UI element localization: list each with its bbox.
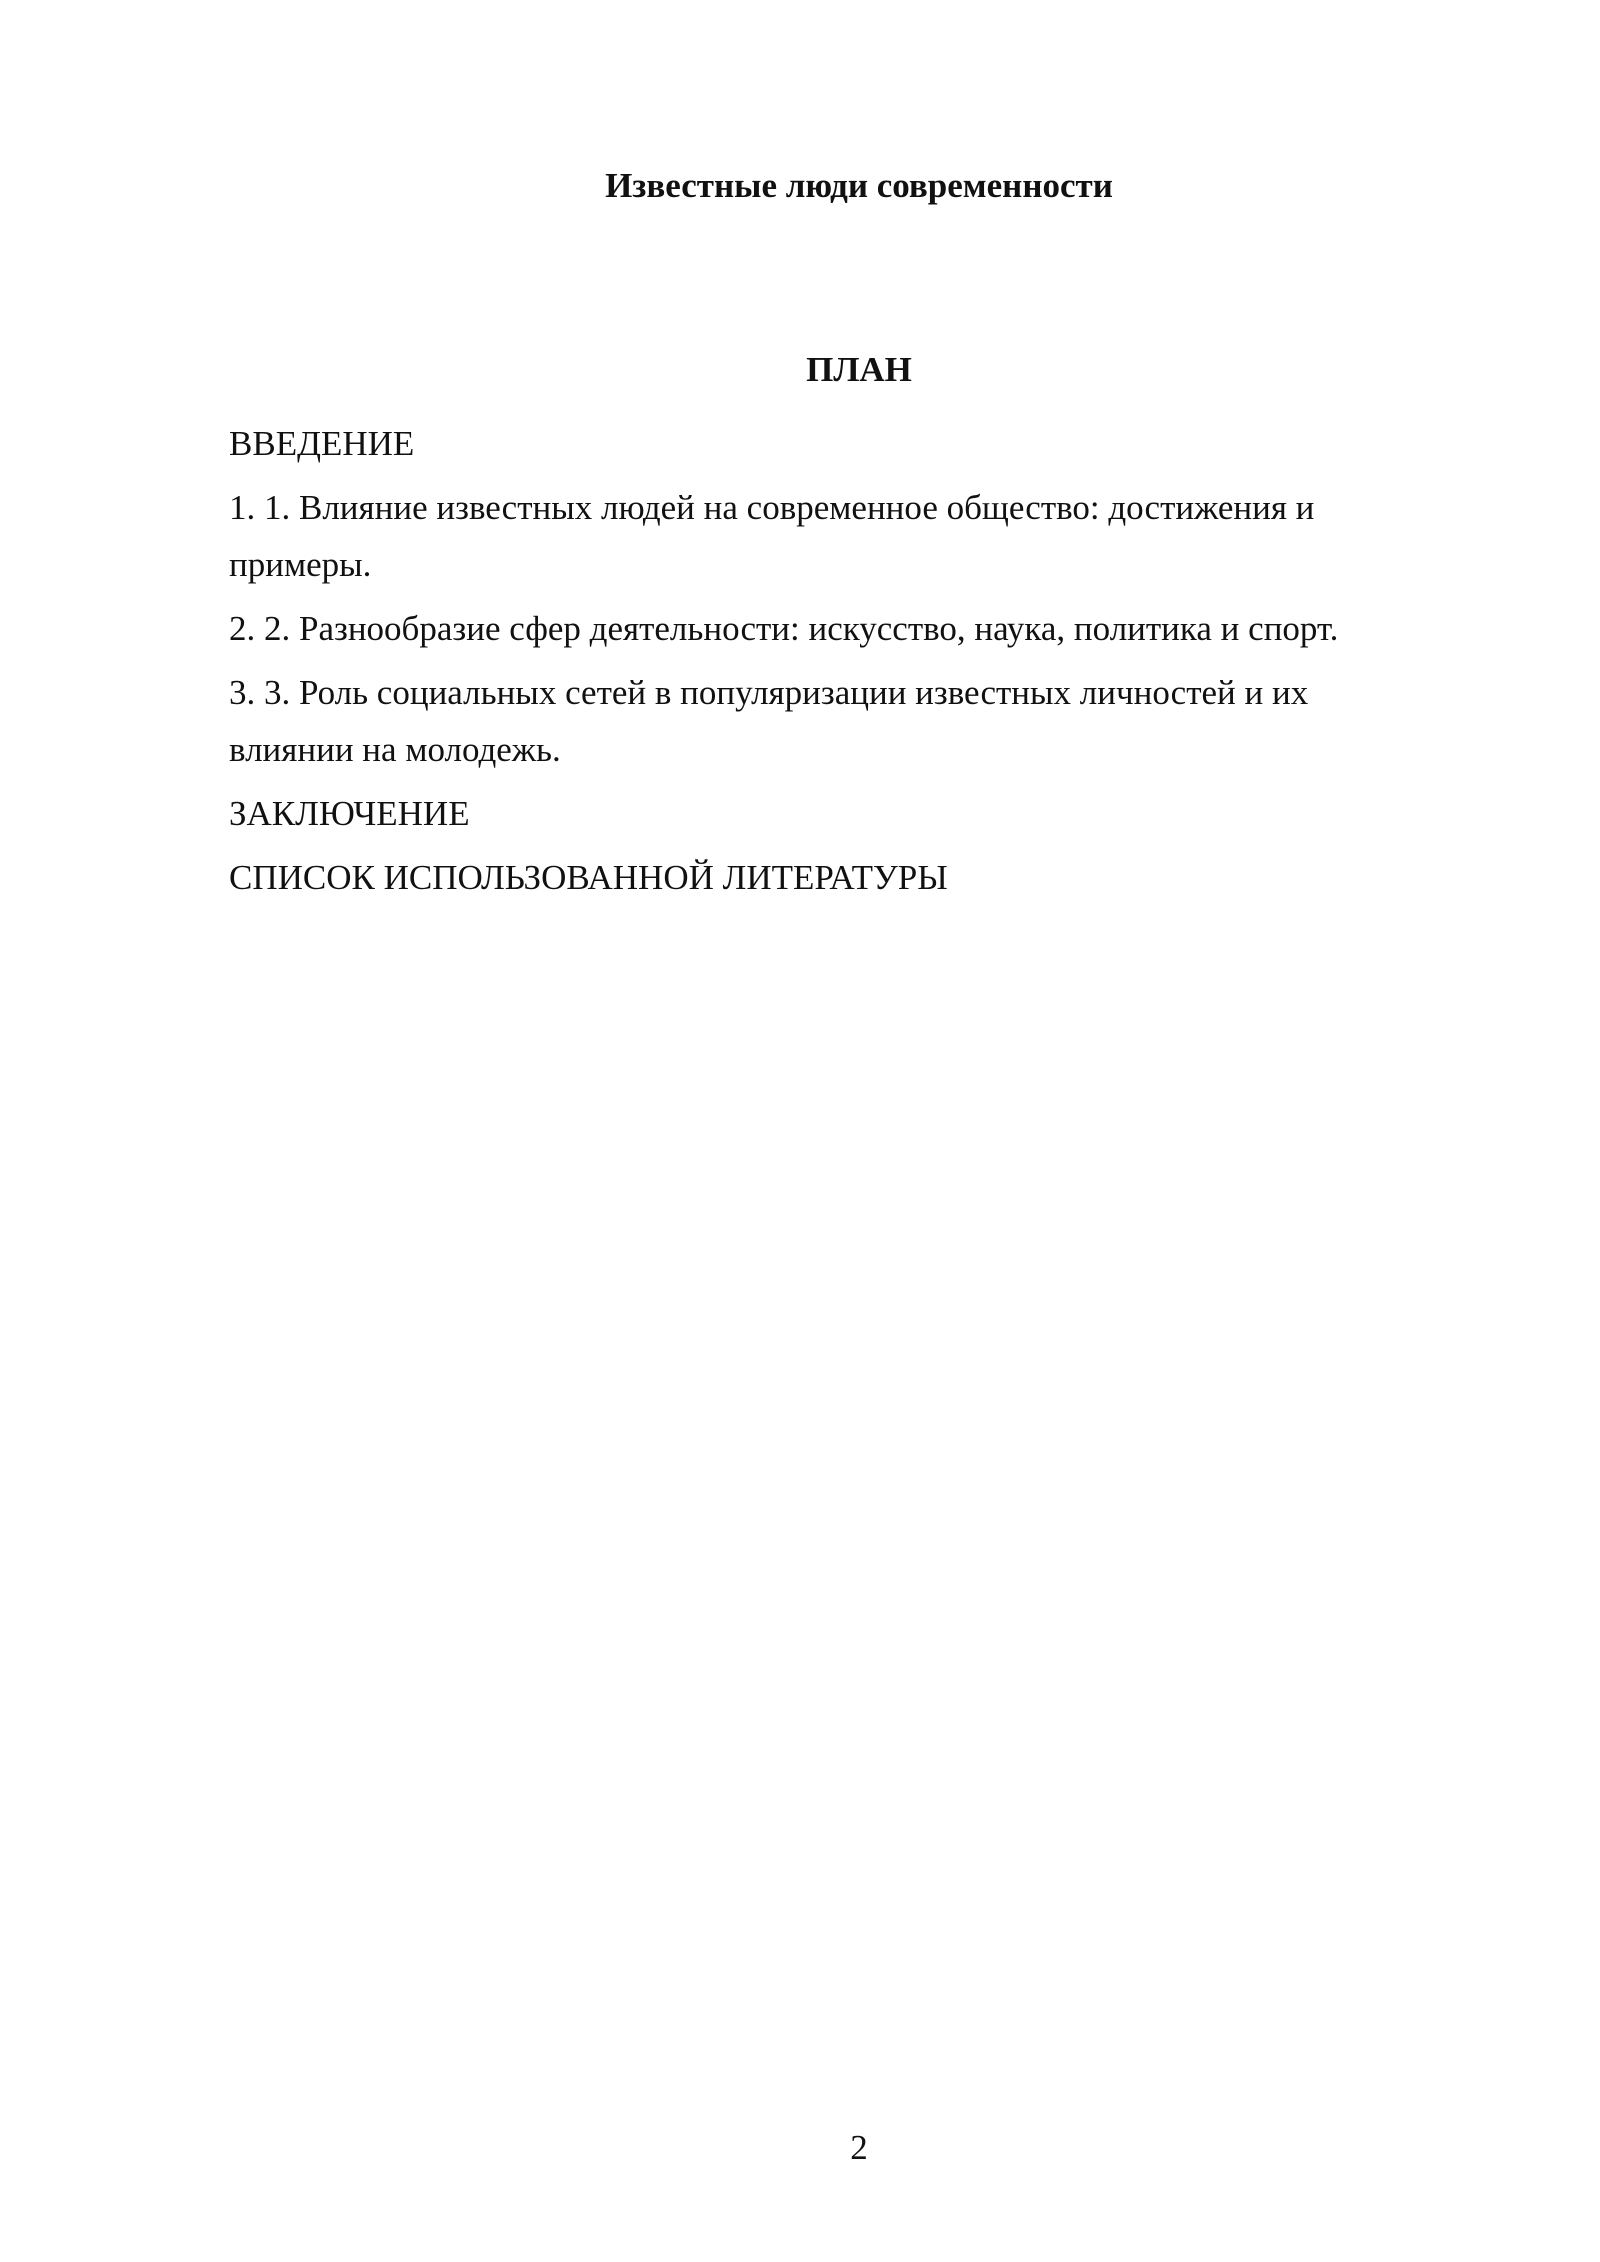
toc-entry-conclusion: ЗАКЛЮЧЕНИЕ xyxy=(229,794,470,833)
toc-entry-chapter-3: 3. 3. Роль социальных сетей в популяризации известных личностей и их влиянии на молодежь. xyxy=(229,673,1309,769)
toc-entry-chapter-2: 2. 2. Разнообразие сфер деятельности: искусство, наука, политика и спорт. xyxy=(229,609,1339,648)
toc-entry-introduction: ВВЕДЕНИЕ xyxy=(229,424,415,463)
page-number: 2 xyxy=(850,2128,868,2167)
table-of-contents xyxy=(229,415,1439,913)
plan-heading: ПЛАН xyxy=(806,350,912,389)
toc-entry-chapter-1: 1. 1. Влияние известных людей на современное общество: достижения и примеры. xyxy=(229,488,1315,584)
document-title: Известные люди современности xyxy=(605,166,1113,205)
toc-entry-bibliography: СПИСОК ИСПОЛЬЗОВАННОЙ ЛИТЕРАТУРЫ xyxy=(229,858,948,897)
